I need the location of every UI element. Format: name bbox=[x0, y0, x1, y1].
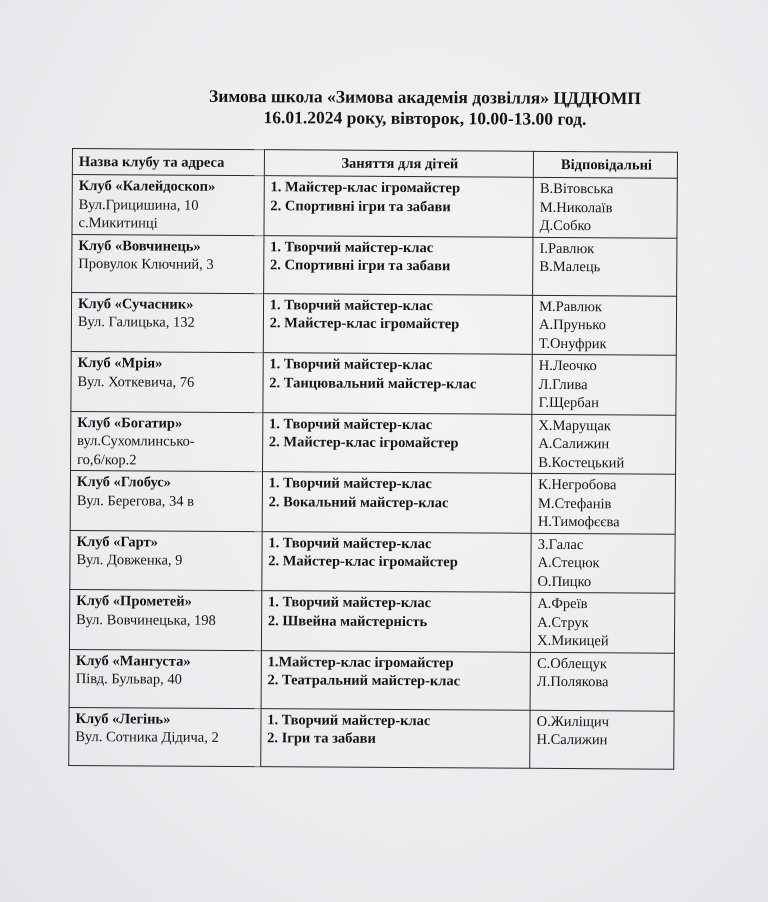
club-address: с.Микитинці bbox=[78, 215, 158, 232]
activity-item: 1. Творчий майстер-клас bbox=[269, 415, 433, 433]
activities-cell bbox=[261, 591, 531, 652]
responsible-cell bbox=[533, 177, 677, 237]
responsible-person: О.Жиліщич bbox=[536, 713, 610, 730]
activity-item: 1.Майстер-клас ігромайстер bbox=[267, 653, 454, 671]
table-row bbox=[69, 707, 674, 769]
responsible-cell bbox=[533, 237, 677, 296]
responsible-person: З.Галас bbox=[537, 536, 584, 553]
responsible-person: М.Равлюк bbox=[539, 298, 603, 315]
activity-item: 2. Танцювальний майстер-клас bbox=[269, 374, 477, 392]
table-row bbox=[71, 351, 676, 414]
activity-item: 2. Спортивні ігри та забави bbox=[269, 257, 451, 275]
responsible-person: Л.Глива bbox=[538, 376, 588, 393]
club-cell bbox=[72, 175, 264, 236]
club-address: Вул.Грицишина, 10 bbox=[78, 196, 199, 214]
responsible-cell bbox=[532, 354, 676, 414]
responsible-cell bbox=[532, 295, 676, 355]
activities-cell bbox=[262, 412, 532, 473]
activity-item: 2. Швейна майстерність bbox=[267, 612, 428, 630]
table-header-row bbox=[72, 149, 677, 179]
club-address: Вул. Берегова, 34 в bbox=[76, 492, 195, 510]
responsible-person: М.Стефанів bbox=[537, 495, 612, 512]
club-address: Вул. Сотника Дідича, 2 bbox=[75, 729, 219, 746]
table-row bbox=[69, 649, 674, 711]
table-row bbox=[70, 530, 675, 593]
responsible-person: А.Струк bbox=[537, 614, 589, 631]
club-cell bbox=[70, 530, 262, 591]
club-name: Клуб «Мангуста» bbox=[75, 652, 191, 670]
responsible-cell bbox=[531, 473, 675, 533]
activity-item: 2. Майстер-клас ігромайстер bbox=[268, 553, 458, 571]
document-subtitle-date: 16.01.2024 року, вівторок, 10.00-13.00 год. bbox=[263, 107, 587, 129]
club-address: го,6/кор.2 bbox=[77, 451, 137, 468]
activity-item: 2. Майстер-клас ігромайстер bbox=[268, 434, 459, 452]
document-title: Зимова школа «Зимова академія дозвілля» ЦДДЮМП bbox=[208, 85, 642, 109]
activity-item: 2. Ігри та забави bbox=[267, 730, 376, 747]
activities-cell bbox=[263, 353, 533, 414]
activity-item: 1. Творчий майстер-клас bbox=[269, 356, 433, 374]
activity-item: 1. Творчий майстер-клас bbox=[270, 238, 434, 256]
responsible-person: А.Стецюк bbox=[537, 554, 600, 572]
club-name: Клуб «Прометей» bbox=[76, 593, 192, 610]
responsible-cell bbox=[530, 652, 674, 711]
responsible-person: В.Вітовська bbox=[539, 180, 614, 198]
responsible-person: Л.Полякова bbox=[536, 673, 609, 691]
club-address: Провулок Ключний, 3 bbox=[78, 256, 214, 273]
responsible-person: Т.Онуфрик bbox=[538, 335, 607, 352]
club-cell bbox=[72, 234, 264, 293]
activities-cell bbox=[261, 650, 531, 710]
responsible-person: Н.Леочко bbox=[538, 357, 597, 375]
activity-item: 2. Майстер-клас ігромайстер bbox=[269, 315, 460, 333]
club-address: Вул. Довженка, 9 bbox=[76, 552, 183, 569]
club-cell bbox=[70, 470, 262, 531]
responsible-person: А.Салижин bbox=[538, 435, 610, 453]
responsible-person: О.Пицко bbox=[537, 573, 592, 590]
activity-item: 2. Вокальний майстер-клас bbox=[268, 493, 449, 511]
club-name: Клуб «Гарт» bbox=[76, 533, 158, 551]
club-name: Клуб «Богатир» bbox=[77, 414, 183, 432]
activity-item: 2. Театральний майстер-клас bbox=[267, 672, 461, 690]
responsible-person: А.Прунько bbox=[539, 316, 606, 334]
club-name: Клуб «Калейдоскоп» bbox=[78, 178, 216, 195]
responsible-person: Д.Собко bbox=[539, 217, 592, 235]
club-address: Півд. Бульвар, 40 bbox=[75, 671, 182, 688]
table-body bbox=[69, 175, 678, 769]
activities-cell bbox=[263, 293, 533, 354]
activity-item: 1. Творчий майстер-клас bbox=[267, 711, 431, 729]
table-row bbox=[72, 234, 677, 296]
activity-item: 1. Творчий майстер-клас bbox=[267, 594, 432, 612]
responsible-person: А.Фреїв bbox=[537, 595, 588, 613]
club-cell bbox=[69, 589, 261, 650]
responsible-cell bbox=[531, 533, 675, 593]
club-name: Клуб «Легінь» bbox=[75, 710, 171, 728]
header-club: Назва клубу та адреса bbox=[72, 149, 264, 176]
responsible-person: К.Негробова bbox=[538, 476, 617, 494]
responsible-cell bbox=[531, 592, 675, 652]
club-cell bbox=[71, 351, 263, 412]
activity-item: 1. Майстер-клас ігромайстер bbox=[270, 179, 461, 197]
club-name: Клуб «Глобус» bbox=[76, 474, 172, 491]
table-row bbox=[71, 292, 676, 355]
responsible-person: М.Николаїв bbox=[539, 199, 613, 216]
club-address: вул.Сухомлинсько- bbox=[77, 433, 195, 450]
responsible-person: І.Равлюк bbox=[539, 240, 595, 257]
activities-cell bbox=[262, 472, 532, 533]
table-row bbox=[70, 470, 675, 533]
club-name: Клуб «Вовчинець» bbox=[78, 237, 201, 255]
table-row bbox=[72, 175, 677, 238]
club-cell bbox=[69, 707, 261, 766]
activity-item: 1. Творчий майстер-клас bbox=[268, 534, 432, 552]
activities-cell bbox=[262, 531, 532, 592]
responsible-person: В.Малець bbox=[539, 258, 601, 276]
club-cell bbox=[69, 649, 261, 708]
club-cell bbox=[71, 411, 263, 472]
responsible-person: С.Облещук bbox=[536, 655, 607, 672]
activity-item: 1. Творчий майстер-клас bbox=[269, 296, 433, 314]
responsible-cell bbox=[532, 414, 676, 474]
table-row bbox=[71, 411, 676, 474]
activity-item: 2. Спортивні ігри та забави bbox=[270, 197, 451, 215]
header-activities: Заняття для дітей bbox=[264, 150, 534, 178]
schedule-table bbox=[68, 148, 678, 769]
responsible-person: Г.Щербан bbox=[538, 394, 599, 412]
responsible-cell bbox=[530, 710, 674, 769]
activity-item: 1. Творчий майстер-клас bbox=[268, 475, 432, 493]
club-cell bbox=[71, 292, 263, 353]
responsible-person: Х.Марущак bbox=[538, 417, 611, 434]
activities-cell bbox=[264, 176, 534, 237]
club-name: Клуб «Сучасник» bbox=[78, 295, 194, 313]
responsible-person: Н.Салижин bbox=[536, 731, 608, 749]
responsible-person: В.Костецький bbox=[538, 454, 625, 471]
responsible-person: Н.Тимофєєва bbox=[537, 513, 620, 531]
activities-cell bbox=[263, 235, 533, 295]
club-address: Вул. Галицька, 132 bbox=[77, 314, 195, 331]
header-responsible: Відповідальні bbox=[533, 151, 677, 178]
club-address: Вул. Хоткевича, 76 bbox=[77, 373, 195, 391]
club-name: Клуб «Мрія» bbox=[77, 355, 163, 372]
table-row bbox=[69, 589, 674, 652]
responsible-person: Х.Микицей bbox=[537, 632, 609, 650]
club-address: Вул. Вовчинецька, 198 bbox=[76, 611, 216, 629]
activities-cell bbox=[260, 708, 530, 768]
